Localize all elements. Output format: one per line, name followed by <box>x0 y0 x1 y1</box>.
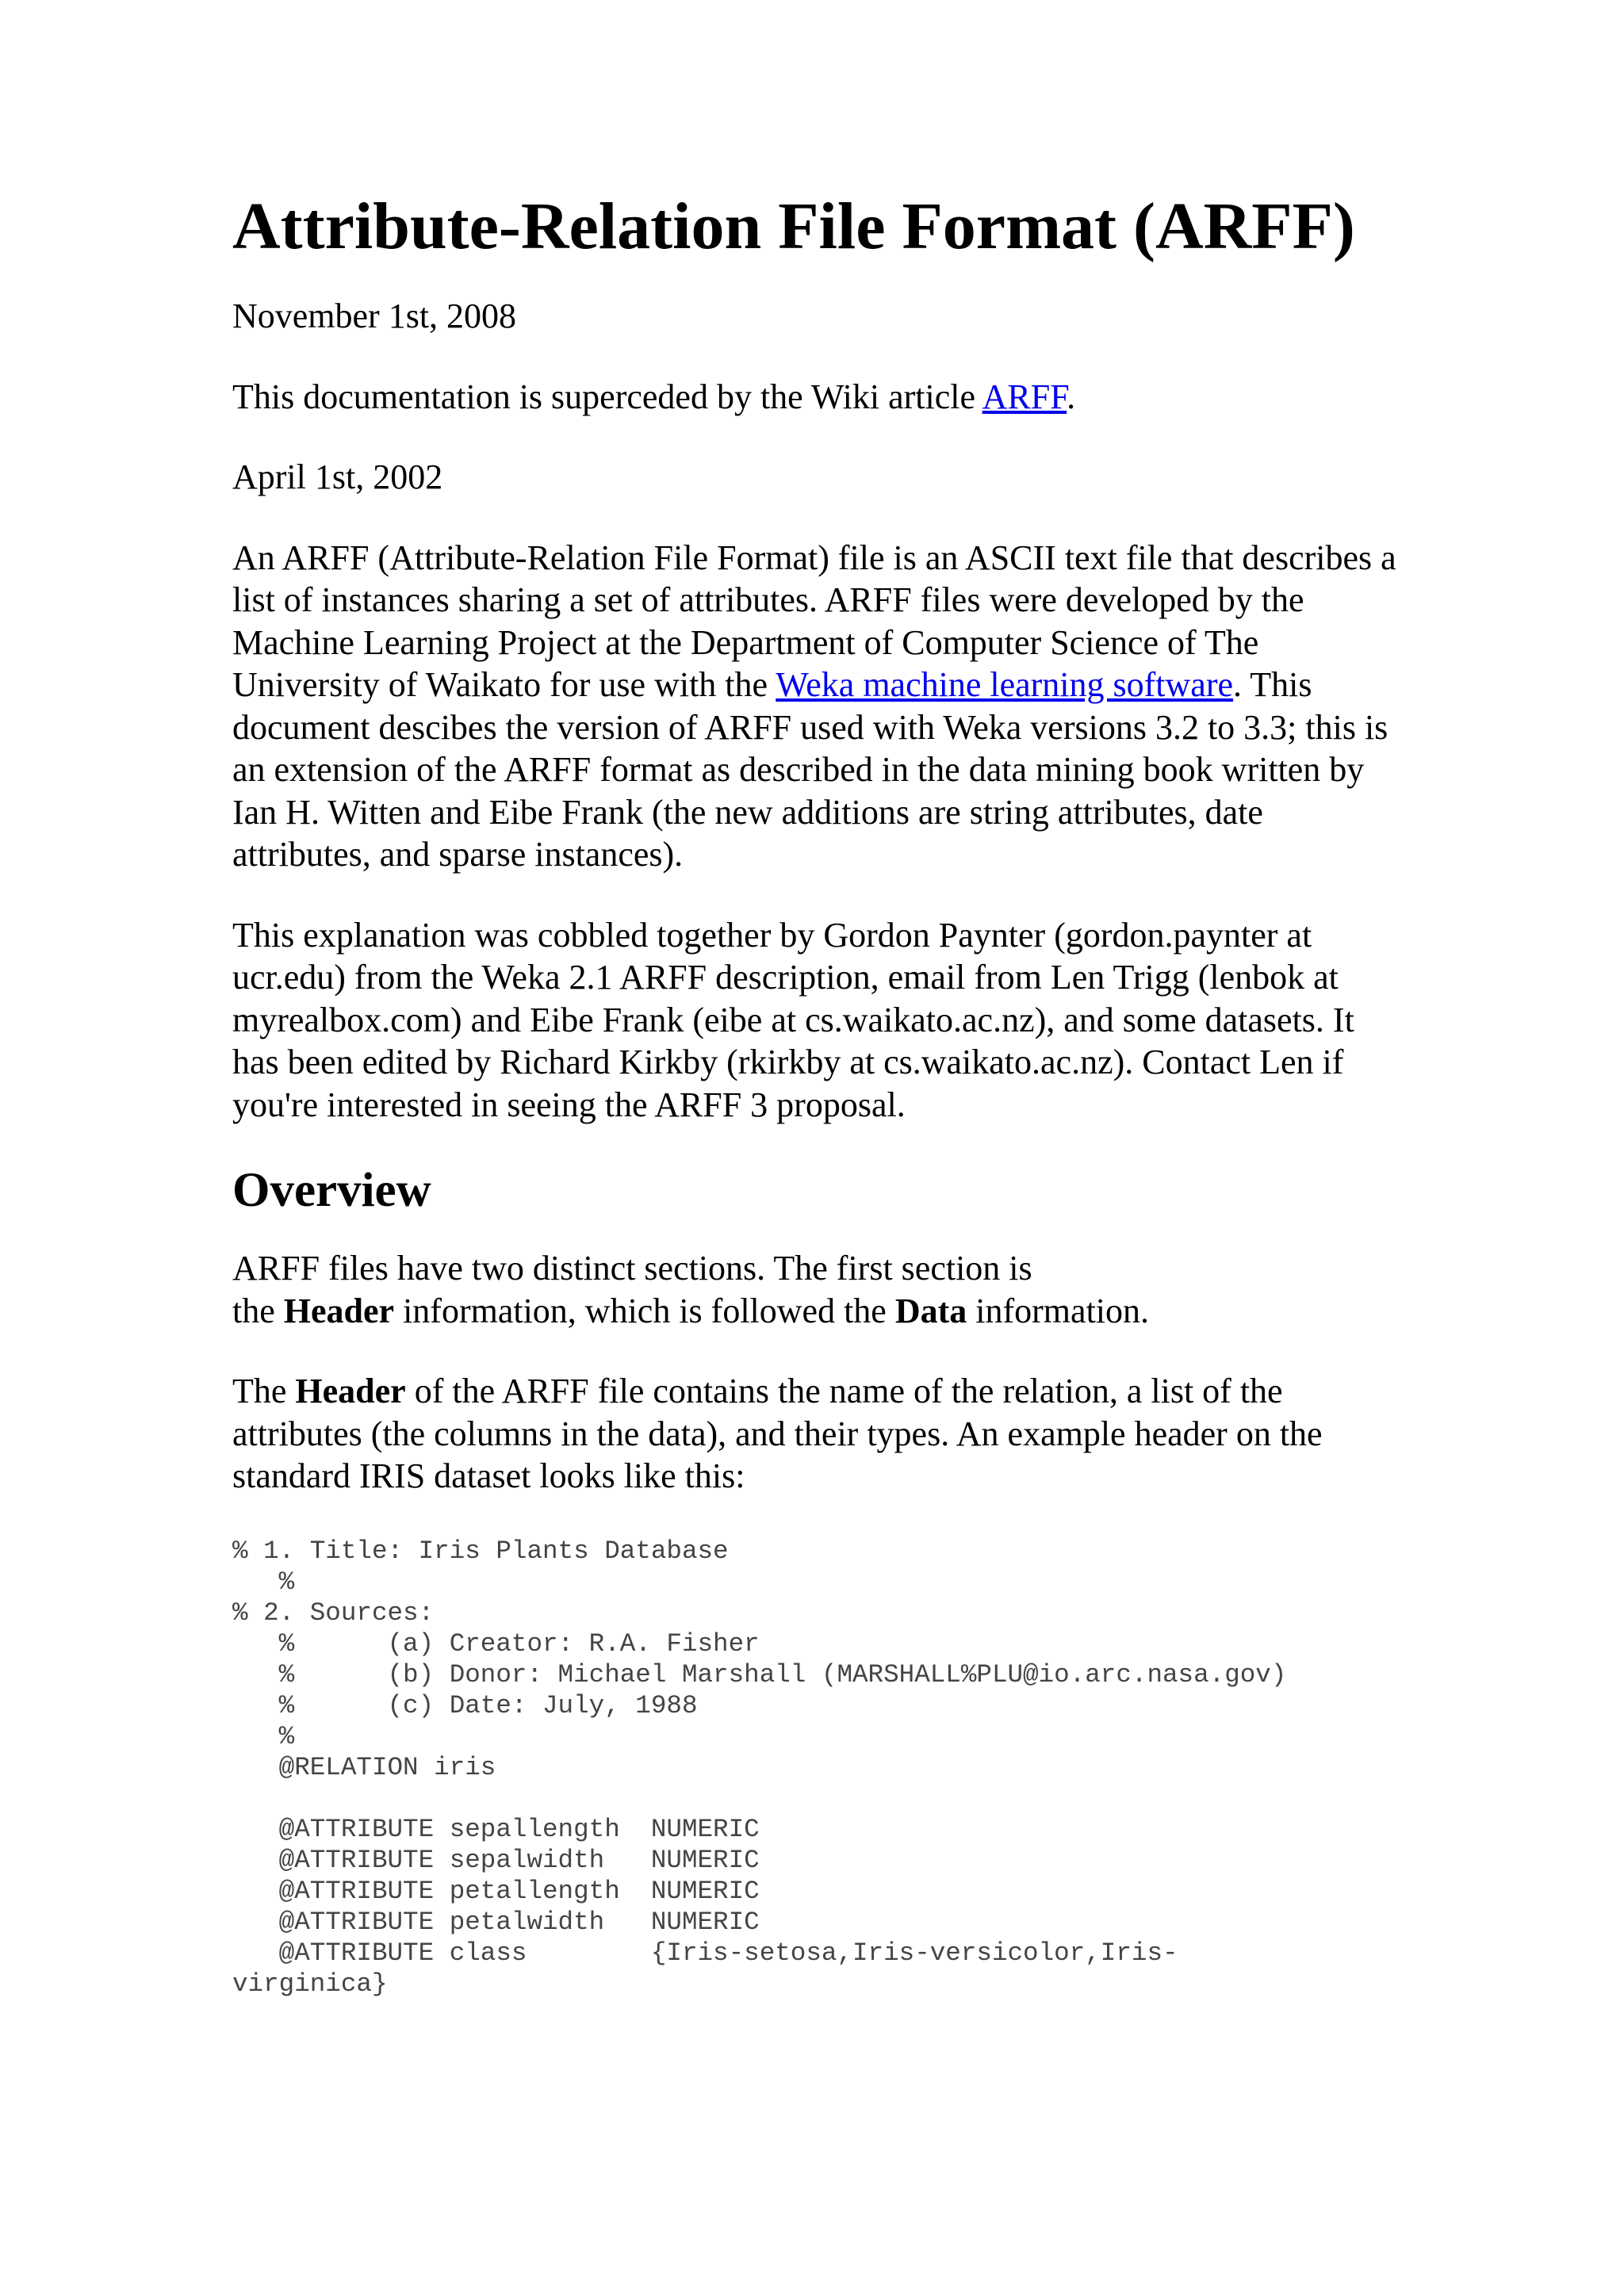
overview-p1-text-4: information. <box>967 1291 1150 1330</box>
overview-p1-text-3: information, which is followed the <box>394 1291 895 1330</box>
iris-header-code-block: % 1. Title: Iris Plants Database % % 2. Sources: % (a) Creator: R.A. Fisher % (b) Donor: Michael Marshall (MARSHALL%PLU@io.arc.nasa.gov) % (c) Date: July, 1988 % @RELATION iris @ATTRIBUTE sepallength NUMERIC @ATTRIBUTE sepalwidth NUMERIC @ATTRIBUTE petallength NUMERIC @ATTRIBUTE petalwidth NUMERIC @ATTRIBUTE class {Iris-setosa,Iris-versicolor,Iris- virginica} <box>232 1536 1287 1999</box>
superceded-period: . <box>1067 377 1076 416</box>
date-updated: November 1st, 2008 <box>232 297 517 336</box>
intro-text-2: . This document descibes the version of ARFF used with Weka versions 3.2 to 3.3; this is an extension of the ARFF format as described in the data mining book written by Ian H. Witten and Eibe Frank (the new additions are string attributes, date attributes, and sparse instances). <box>232 665 1388 874</box>
data-term: Data <box>894 1291 967 1330</box>
weka-software-link[interactable]: Weka machine learning software <box>776 665 1234 705</box>
overview-p1-text-1: ARFF files have two distinct sections. The first section is <box>232 1249 1032 1288</box>
overview-p1-text-2: the <box>232 1291 284 1330</box>
overview-paragraph-2 <box>232 1370 1406 1498</box>
arff-wiki-link[interactable]: ARFF <box>982 377 1067 416</box>
document-page <box>232 190 1406 1999</box>
overview-p2-text-1: The <box>232 1372 296 1411</box>
superceded-notice <box>232 376 1406 419</box>
superceded-text: This documentation is superceded by the Wiki article <box>232 377 982 416</box>
overview-heading: Overview <box>232 1164 431 1218</box>
credits-paragraph: This explanation was cobbled together by Gordon Paynter (gordon.paynter at ucr.edu) from the Weka 2.1 ARFF description, email from Len Trigg (lenbok at myrealbox.com) and Eibe Frank (eibe at cs.waikato.ac.nz), and some datasets. It has been edited by Richard Kirkby (rkirkby at cs.waikato.ac.nz). Contact Len if you're interested in seeing the ARFF 3 proposal. <box>232 915 1354 1124</box>
header-term: Header <box>283 1291 395 1330</box>
date-original: April 1st, 2002 <box>232 457 443 497</box>
overview-p2-text-2: of the ARFF file contains the name of the relation, a list of the attributes (the columns in the data), and their types. An example header on the standard IRIS dataset looks like this: <box>232 1372 1323 1496</box>
overview-paragraph-1 <box>232 1247 1406 1332</box>
intro-paragraph <box>232 537 1406 876</box>
header-term-2: Header <box>295 1372 406 1411</box>
intro-text-1: An ARFF (Attribute-Relation File Format) file is an ASCII text file that describes a list of instances sharing a set of attributes. ARFF files were developed by the Machine Learning Project at the Department of Computer Science of The University of Waikato for use with the <box>232 538 1396 705</box>
page-title: Attribute-Relation File Format (ARFF) <box>232 189 1355 263</box>
